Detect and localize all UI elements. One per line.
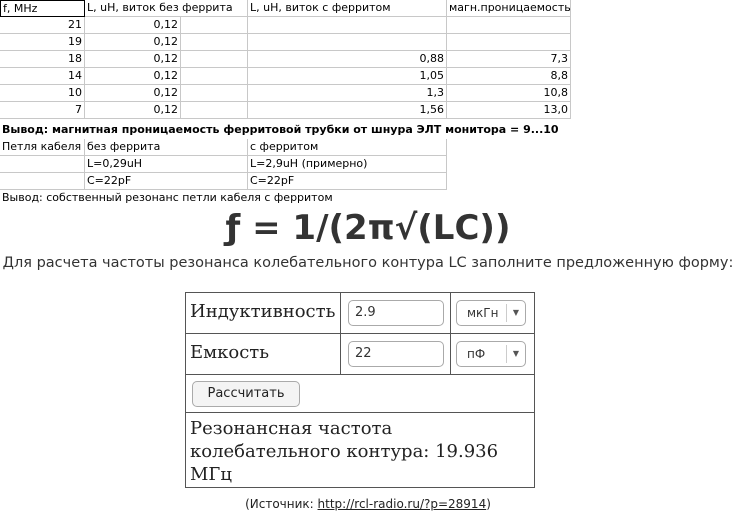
source-link[interactable]: http://rcl-radio.ru/?p=28914 xyxy=(317,497,487,511)
cell-freq[interactable]: 18 xyxy=(0,51,85,68)
result-text: Резонансная частота колебательного контура: 19.936 МГц xyxy=(190,418,499,485)
header-cell-freq[interactable]: f, MHz xyxy=(0,0,85,17)
cell-permeability[interactable]: 13,0 xyxy=(447,102,571,119)
spreadsheet xyxy=(0,0,736,206)
cell-l-with[interactable]: 1,05 xyxy=(248,68,447,85)
cell-l-with[interactable]: 0,88 xyxy=(248,51,447,68)
cell-permeability[interactable] xyxy=(447,34,571,51)
loop-label[interactable]: Петля кабеля xyxy=(0,139,85,156)
cell-empty[interactable] xyxy=(0,173,85,190)
cell-l-with[interactable]: 1,56 xyxy=(248,102,447,119)
capacitance-input[interactable]: 22 xyxy=(348,341,444,367)
source-citation xyxy=(0,497,736,511)
inductance-row xyxy=(186,293,534,334)
cell-l-without[interactable]: 0,12 xyxy=(85,85,181,102)
column-divider xyxy=(340,293,341,333)
button-row xyxy=(186,375,534,413)
source-suffix: ) xyxy=(486,497,491,511)
cell-l-without[interactable]: 0,12 xyxy=(85,102,181,119)
cell-l-without[interactable]: 0,12 xyxy=(85,51,181,68)
cell-l-with[interactable]: 1,3 xyxy=(248,85,447,102)
header-cell-permeability[interactable]: магн.проницаемость xyxy=(447,0,571,17)
capacitance-unit-select[interactable] xyxy=(456,341,526,367)
cell-permeability[interactable]: 7,3 xyxy=(447,51,571,68)
column-divider xyxy=(450,293,451,333)
cell-filler[interactable] xyxy=(181,85,248,102)
calculate-button[interactable]: Рассчитать xyxy=(192,381,300,407)
cell-permeability[interactable]: 10,8 xyxy=(447,85,571,102)
column-divider xyxy=(340,334,341,374)
cell-filler[interactable] xyxy=(181,17,248,34)
cell-freq[interactable]: 21 xyxy=(0,17,85,34)
resonance-formula: ƒ = 1/(2π√(LC)) xyxy=(225,208,511,248)
source-prefix: (Источник: xyxy=(245,497,318,511)
cell-l-with[interactable] xyxy=(248,34,447,51)
cell-col-with[interactable]: с ферритом xyxy=(248,139,447,156)
cell-l-without[interactable]: 0,12 xyxy=(85,34,181,51)
cell-empty[interactable] xyxy=(0,156,85,173)
cell-freq[interactable]: 14 xyxy=(0,68,85,85)
result-row xyxy=(186,413,534,487)
capacitance-unit-value: пФ xyxy=(467,347,486,361)
cell-l-without-loop[interactable]: L=0,29uH xyxy=(85,156,248,173)
cell-filler[interactable] xyxy=(181,51,248,68)
cell-permeability[interactable]: 8,8 xyxy=(447,68,571,85)
cell-filler[interactable] xyxy=(181,34,248,51)
conclusion-permeability[interactable]: Вывод: магнитная проницаемость ферритовой трубки от шнура ЭЛТ монитора = 9...10 xyxy=(2,123,559,136)
header-cell-l-without[interactable]: L, uH, виток без феррита xyxy=(85,0,248,17)
cell-l-with[interactable] xyxy=(248,17,447,34)
lc-calculator-form xyxy=(185,292,535,488)
cell-l-with-loop[interactable]: L=2,9uH (примерно) xyxy=(248,156,447,173)
cell-l-without[interactable]: 0,12 xyxy=(85,17,181,34)
cell-freq[interactable]: 7 xyxy=(0,102,85,119)
header-cell-l-with[interactable]: L, uH, виток с ферритом xyxy=(248,0,447,17)
inductance-input[interactable]: 2.9 xyxy=(348,300,444,326)
cell-col-without[interactable]: без феррита xyxy=(85,139,248,156)
capacitance-label: Емкость xyxy=(190,342,270,363)
cell-c-with-loop[interactable]: C=22pF xyxy=(248,173,447,190)
inductance-unit-select[interactable] xyxy=(456,300,526,326)
cell-filler[interactable] xyxy=(181,68,248,85)
column-divider xyxy=(450,334,451,374)
calculator-intro-text: Для расчета частоты резонанса колебательного контура LC заполните предложенную форму: xyxy=(2,255,734,271)
cell-l-without[interactable]: 0,12 xyxy=(85,68,181,85)
cell-freq[interactable]: 19 xyxy=(0,34,85,51)
capacitance-row xyxy=(186,334,534,375)
conclusion-resonance[interactable]: Вывод: собственный резонанс петли кабеля с ферритом xyxy=(2,191,333,204)
inductance-unit-value: мкГн xyxy=(467,306,499,320)
cell-filler[interactable] xyxy=(181,102,248,119)
chevron-down-icon: ▼ xyxy=(506,345,525,363)
cell-freq[interactable]: 10 xyxy=(0,85,85,102)
cell-permeability[interactable] xyxy=(447,17,571,34)
inductance-label: Индуктивность xyxy=(190,301,336,322)
chevron-down-icon: ▼ xyxy=(506,304,525,322)
cell-c-without-loop[interactable]: C=22pF xyxy=(85,173,248,190)
